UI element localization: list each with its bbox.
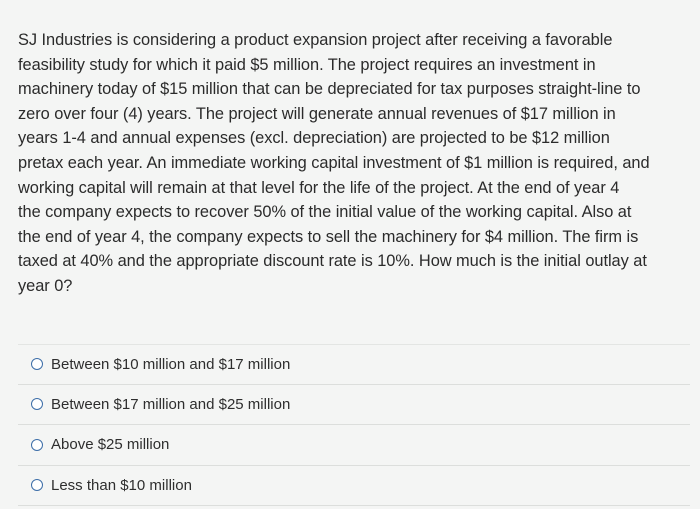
radio-button-icon[interactable] [31,439,43,451]
question-line: taxed at 40% and the appropriate discount rate is 10%. How much is the initial outlay at [18,252,647,271]
answer-option-4[interactable] [18,466,690,507]
question-line: feasibility study for which it paid $5 million. The project requires an investment in [18,55,596,74]
radio-button-icon[interactable] [31,398,43,410]
answer-options [18,344,690,506]
question-line: the company expects to recover 50% of the initial value of the working capital. Also at [18,203,632,222]
question-line: year 0? [18,276,73,295]
answer-option-3[interactable] [18,425,690,466]
question-line: working capital will remain at that level for the life of the project. At the end of year 4 [18,178,620,197]
radio-button-icon[interactable] [31,358,43,370]
answer-option-label[interactable]: Less than $10 million [51,476,192,494]
answer-option-2[interactable] [18,385,690,426]
question-line: machinery today of $15 million that can be depreciated for tax purposes straight-line to [18,80,641,99]
question-line: the end of year 4, the company expects to sell the machinery for $4 million. The firm is [18,227,639,246]
question-line: pretax each year. An immediate working capital investment of $1 million is required, and [18,153,650,172]
question-line: years 1-4 and annual expenses (excl. depreciation) are projected to be $12 million [18,129,610,148]
answer-option-label[interactable]: Between $10 million and $17 million [51,355,291,373]
answer-option-1[interactable] [18,344,690,385]
answer-option-label[interactable]: Above $25 million [51,436,170,454]
radio-button-icon[interactable] [31,479,43,491]
question-line: zero over four (4) years. The project will generate annual revenues of $17 million in [18,104,616,123]
answer-option-label[interactable]: Between $17 million and $25 million [51,395,291,413]
question-line: SJ Industries is considering a product expansion project after receiving a favorable [18,31,613,49]
question-text [18,28,693,299]
